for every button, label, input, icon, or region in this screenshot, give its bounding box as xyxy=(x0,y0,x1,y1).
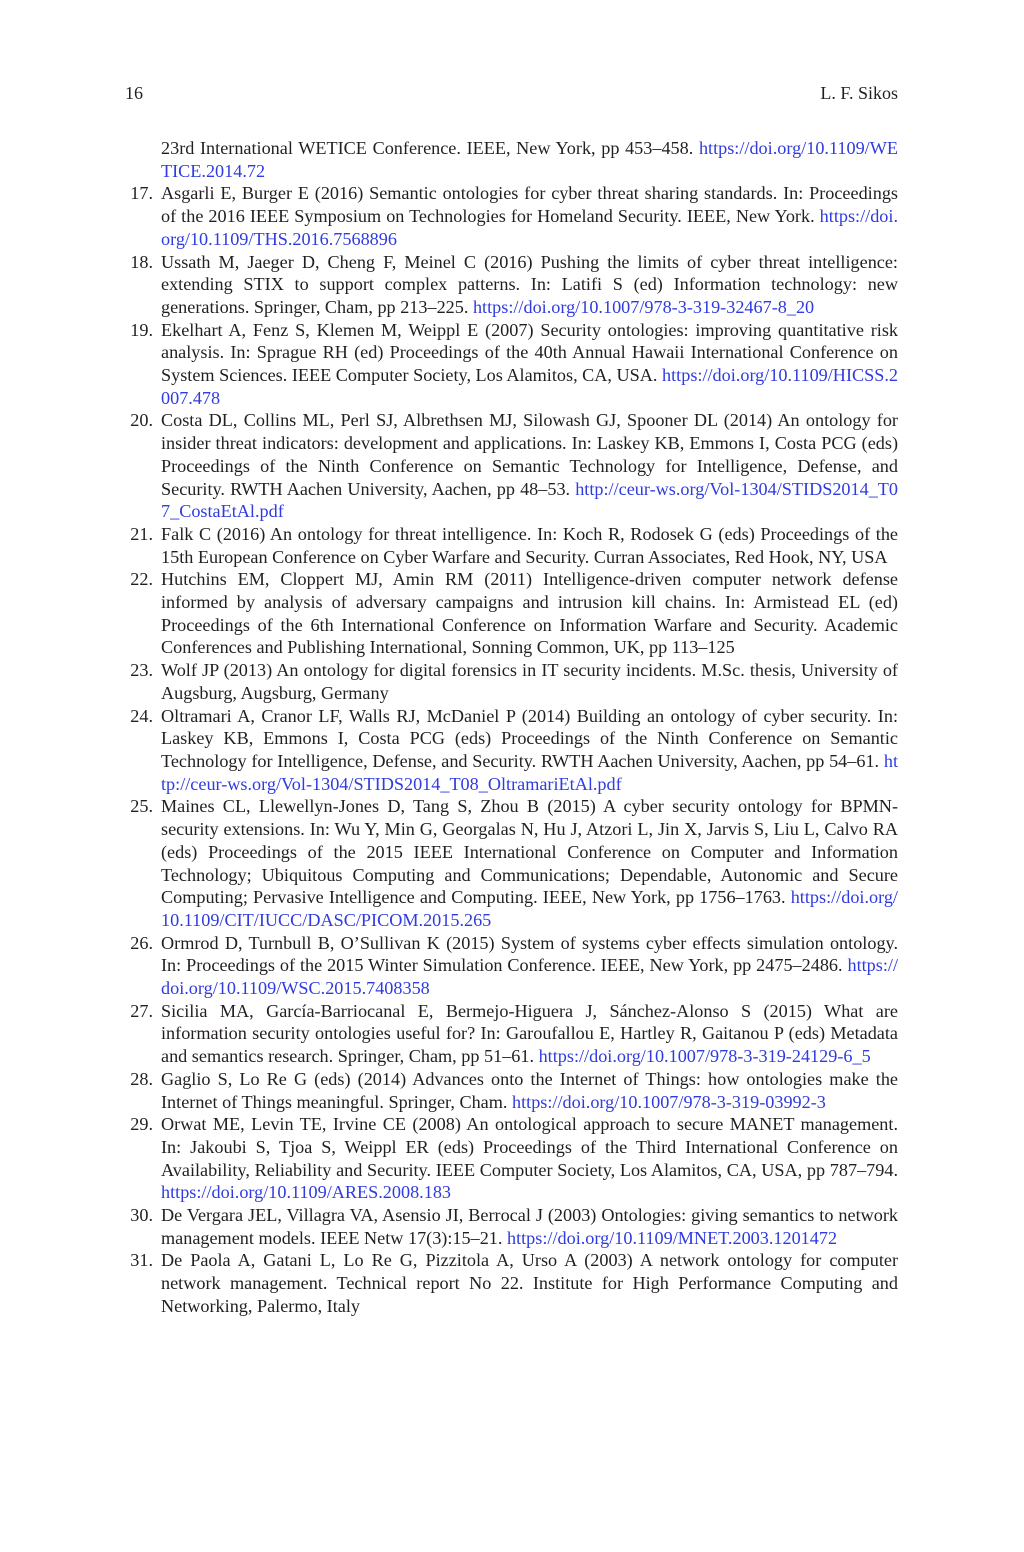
reference-number: 17. xyxy=(130,183,153,204)
reference-text: Sicilia MA, García-Barriocanal E, Bermejo-Higuera J, Sánchez-Alonso S (2015) What are information security ontologies useful for? In: Garoufallou E, Hartley R, Gaitanou P (eds) Metadata and semantics research. Springer, Cham, pp 51–61. xyxy=(161,1000,898,1067)
reference-number: 31. xyxy=(130,1250,153,1271)
reference-text: Costa DL, Collins ML, Perl SJ, Albrethsen MJ, Silowash GJ, Spooner DL (2014) An ontology for insider threat indicators: development and applications. In: Laskey KB, Emmons I, Costa PCG (eds) Proceedings of the Ninth Conference on Semantic Technology for Intelligence, Defense, and Security. RWTH Aachen University, Aachen, pp 48–53. xyxy=(161,410,898,499)
reference-doi-link[interactable]: https://doi.org/10.1109/CIT/IUCC/DASC/PICOM.2015.265 xyxy=(161,887,898,930)
reference-body xyxy=(161,795,898,931)
reference-body xyxy=(161,409,898,523)
reference-text: Ormrod D, Turnbull B, O’Sullivan K (2015) System of systems cyber effects simulation ontology. In: Proceedings of the 2015 Winter Simulation Conference. IEEE, New York, pp 2475–2486. xyxy=(161,932,898,976)
reference-text: Wolf JP (2013) An ontology for digital forensics in IT security incidents. M.Sc. thesis, University of Augsburg, Augsburg, Germany xyxy=(161,660,898,703)
reference-doi-link[interactable]: https://doi.org/10.1109/HICSS.2007.478 xyxy=(161,365,898,408)
reference-body xyxy=(161,319,898,410)
reference-number: 21. xyxy=(130,523,153,544)
reference-body xyxy=(161,1204,898,1249)
reference-item xyxy=(125,409,898,523)
reference-number: 26. xyxy=(130,932,153,953)
reference-text: 23rd International WETICE Conference. IEEE, New York, pp 453–458. xyxy=(161,138,699,158)
reference-doi-link[interactable]: https://doi.org/10.1109/WETICE.2014.72 xyxy=(161,138,898,181)
reference-doi-link[interactable]: http://ceur-ws.org/Vol-1304/STIDS2014_T07_CostaEtAl.pdf xyxy=(161,478,898,522)
reference-body xyxy=(161,705,898,796)
reference-number: 19. xyxy=(130,319,153,340)
reference-number: 20. xyxy=(130,410,153,431)
reference-body xyxy=(161,1113,898,1204)
reference-text: De Paola A, Gatani L, Lo Re G, Pizzitola A, Urso A (2003) A network ontology for computer network management. Technical report No 22. Institute for High Performance Computing and Networking, Palermo, Italy xyxy=(161,1250,898,1316)
reference-body xyxy=(161,1000,898,1068)
running-head xyxy=(125,80,898,106)
reference-doi-link[interactable]: https://doi.org/10.1007/978-3-319-24129-6_5 xyxy=(538,1046,871,1067)
reference-number: 27. xyxy=(130,1000,153,1021)
reference-item xyxy=(125,932,898,1000)
reference-item xyxy=(125,182,898,250)
reference-item xyxy=(125,1204,898,1249)
reference-text: Orwat ME, Levin TE, Irvine CE (2008) An ontological approach to secure MANET management. In: Jakoubi S, Tjoa S, Weippl ER (eds) Proceedings of the Third International Conference on Availability, Reliability and Security. IEEE Computer Society, Los Alamitos, CA, USA, pp 787–794. xyxy=(161,1114,898,1180)
reference-text: Maines CL, Llewellyn-Jones D, Tang S, Zhou B (2015) A cyber security ontology for BPMN-security extensions. In: Wu Y, Min G, Georgalas N, Hu J, Atzori L, Jin X, Jarvis S, Liu L, Calvo RA (eds) Proceedings of the 2015 IEEE International Conference on Computer and Information Technology; Ubiquitous Computing and Communications; Dependable, Autonomic and Secure Computing; Pervasive Intelligence and Computing. IEEE, New York, pp 1756–1763. xyxy=(161,796,898,908)
reference-text: Hutchins EM, Cloppert MJ, Amin RM (2011) Intelligence-driven computer network defense informed by analysis of adversary campaigns and intrusion kill chains. In: Armistead EL (ed) Proceedings of the 6th International Conference on Information Warfare and Security. Academic Conferences and Publishing International, Sonning Common, UK, pp 113–125 xyxy=(161,569,898,658)
reference-text: Ekelhart A, Fenz S, Klemen M, Weippl E (2007) Security ontologies: improving quantitative risk analysis. In: Sprague RH (ed) Proceedings of the 40th Annual Hawaii International Conference on System Sciences. IEEE Computer Society, Los Alamitos, CA, USA. xyxy=(161,319,898,386)
reference-text: Asgarli E, Burger E (2016) Semantic ontologies for cyber threat sharing standards. In: Proceedings of the 2016 IEEE Symposium on Technologies for Homeland Security. IEEE, New York. xyxy=(161,183,898,227)
reference-number: 24. xyxy=(130,705,153,726)
page-number: 16 xyxy=(125,83,143,103)
reference-number: 18. xyxy=(130,251,153,272)
reference-item xyxy=(125,523,898,568)
reference-body xyxy=(161,568,898,659)
reference-text: Falk C (2016) An ontology for threat intelligence. In: Koch R, Rodosek G (eds) Proceedings of the 15th European Conference on Cyber Warfare and Security. Curran Associates, Red Hook, NY, USA xyxy=(161,523,898,567)
reference-number: 30. xyxy=(130,1205,153,1226)
reference-body xyxy=(161,1068,898,1113)
reference-text: De Vergara JEL, Villagra VA, Asensio JI, Berrocal J (2003) Ontologies: giving semantics to network management models. IEEE Netw 17(3):15–21. xyxy=(161,1205,898,1248)
reference-list xyxy=(125,137,898,1318)
reference-doi-link[interactable]: https://doi.org/10.1109/ARES.2008.183 xyxy=(161,1182,452,1203)
reference-item xyxy=(125,319,898,410)
reference-number: 29. xyxy=(130,1114,153,1135)
reference-body xyxy=(161,523,898,568)
reference-number: 25. xyxy=(130,796,153,817)
reference-item xyxy=(125,1068,898,1113)
reference-body xyxy=(161,1249,898,1317)
reference-doi-link[interactable]: https://doi.org/10.1109/MNET.2003.1201472 xyxy=(506,1227,838,1248)
reference-text: Gaglio S, Lo Re G (eds) (2014) Advances onto the Internet of Things: how ontologies make the Internet of Things meaningful. Springer, Cham. xyxy=(161,1068,898,1112)
reference-doi-link[interactable]: https://doi.org/10.1109/THS.2016.7568896 xyxy=(161,206,898,249)
reference-item xyxy=(125,1249,898,1317)
reference-item xyxy=(125,251,898,319)
reference-body xyxy=(161,659,898,704)
reference-number: 23. xyxy=(130,660,153,681)
running-head-author: L. F. Sikos xyxy=(820,83,898,103)
reference-item xyxy=(125,1000,898,1068)
reference-item xyxy=(125,137,898,182)
reference-doi-link[interactable]: https://doi.org/10.1109/WSC.2015.7408358 xyxy=(161,955,898,999)
reference-doi-link[interactable]: https://doi.org/10.1007/978-3-319-03992-3 xyxy=(512,1091,826,1112)
reference-item xyxy=(125,705,898,796)
reference-item xyxy=(125,568,898,659)
reference-number: 22. xyxy=(130,569,153,590)
reference-item xyxy=(125,795,898,931)
reference-doi-link[interactable]: http://ceur-ws.org/Vol-1304/STIDS2014_T08_OltramariEtAl.pdf xyxy=(161,750,898,794)
reference-body xyxy=(161,251,898,319)
reference-body xyxy=(161,182,898,250)
reference-text: Oltramari A, Cranor LF, Walls RJ, McDaniel P (2014) Building an ontology of cyber security. In: Laskey KB, Emmons I, Costa PCG (eds) Proceedings of the Ninth Conference on Semantic Technology for Intelligence, Defense, and Security. RWTH Aachen University, Aachen, pp 54–61. xyxy=(161,705,898,771)
reference-item xyxy=(125,659,898,704)
reference-text: Ussath M, Jaeger D, Cheng F, Meinel C (2016) Pushing the limits of cyber threat intelligence: extending STIX to support complex patterns. In: Latifi S (ed) Information technology: new generations. Springer, Cham, pp 213–225. xyxy=(161,251,898,317)
reference-number: 28. xyxy=(130,1068,153,1089)
reference-body xyxy=(161,932,898,1000)
reference-item xyxy=(125,1113,898,1204)
reference-doi-link[interactable]: https://doi.org/10.1007/978-3-319-32467-8_20 xyxy=(472,296,815,317)
reference-body xyxy=(161,137,898,182)
